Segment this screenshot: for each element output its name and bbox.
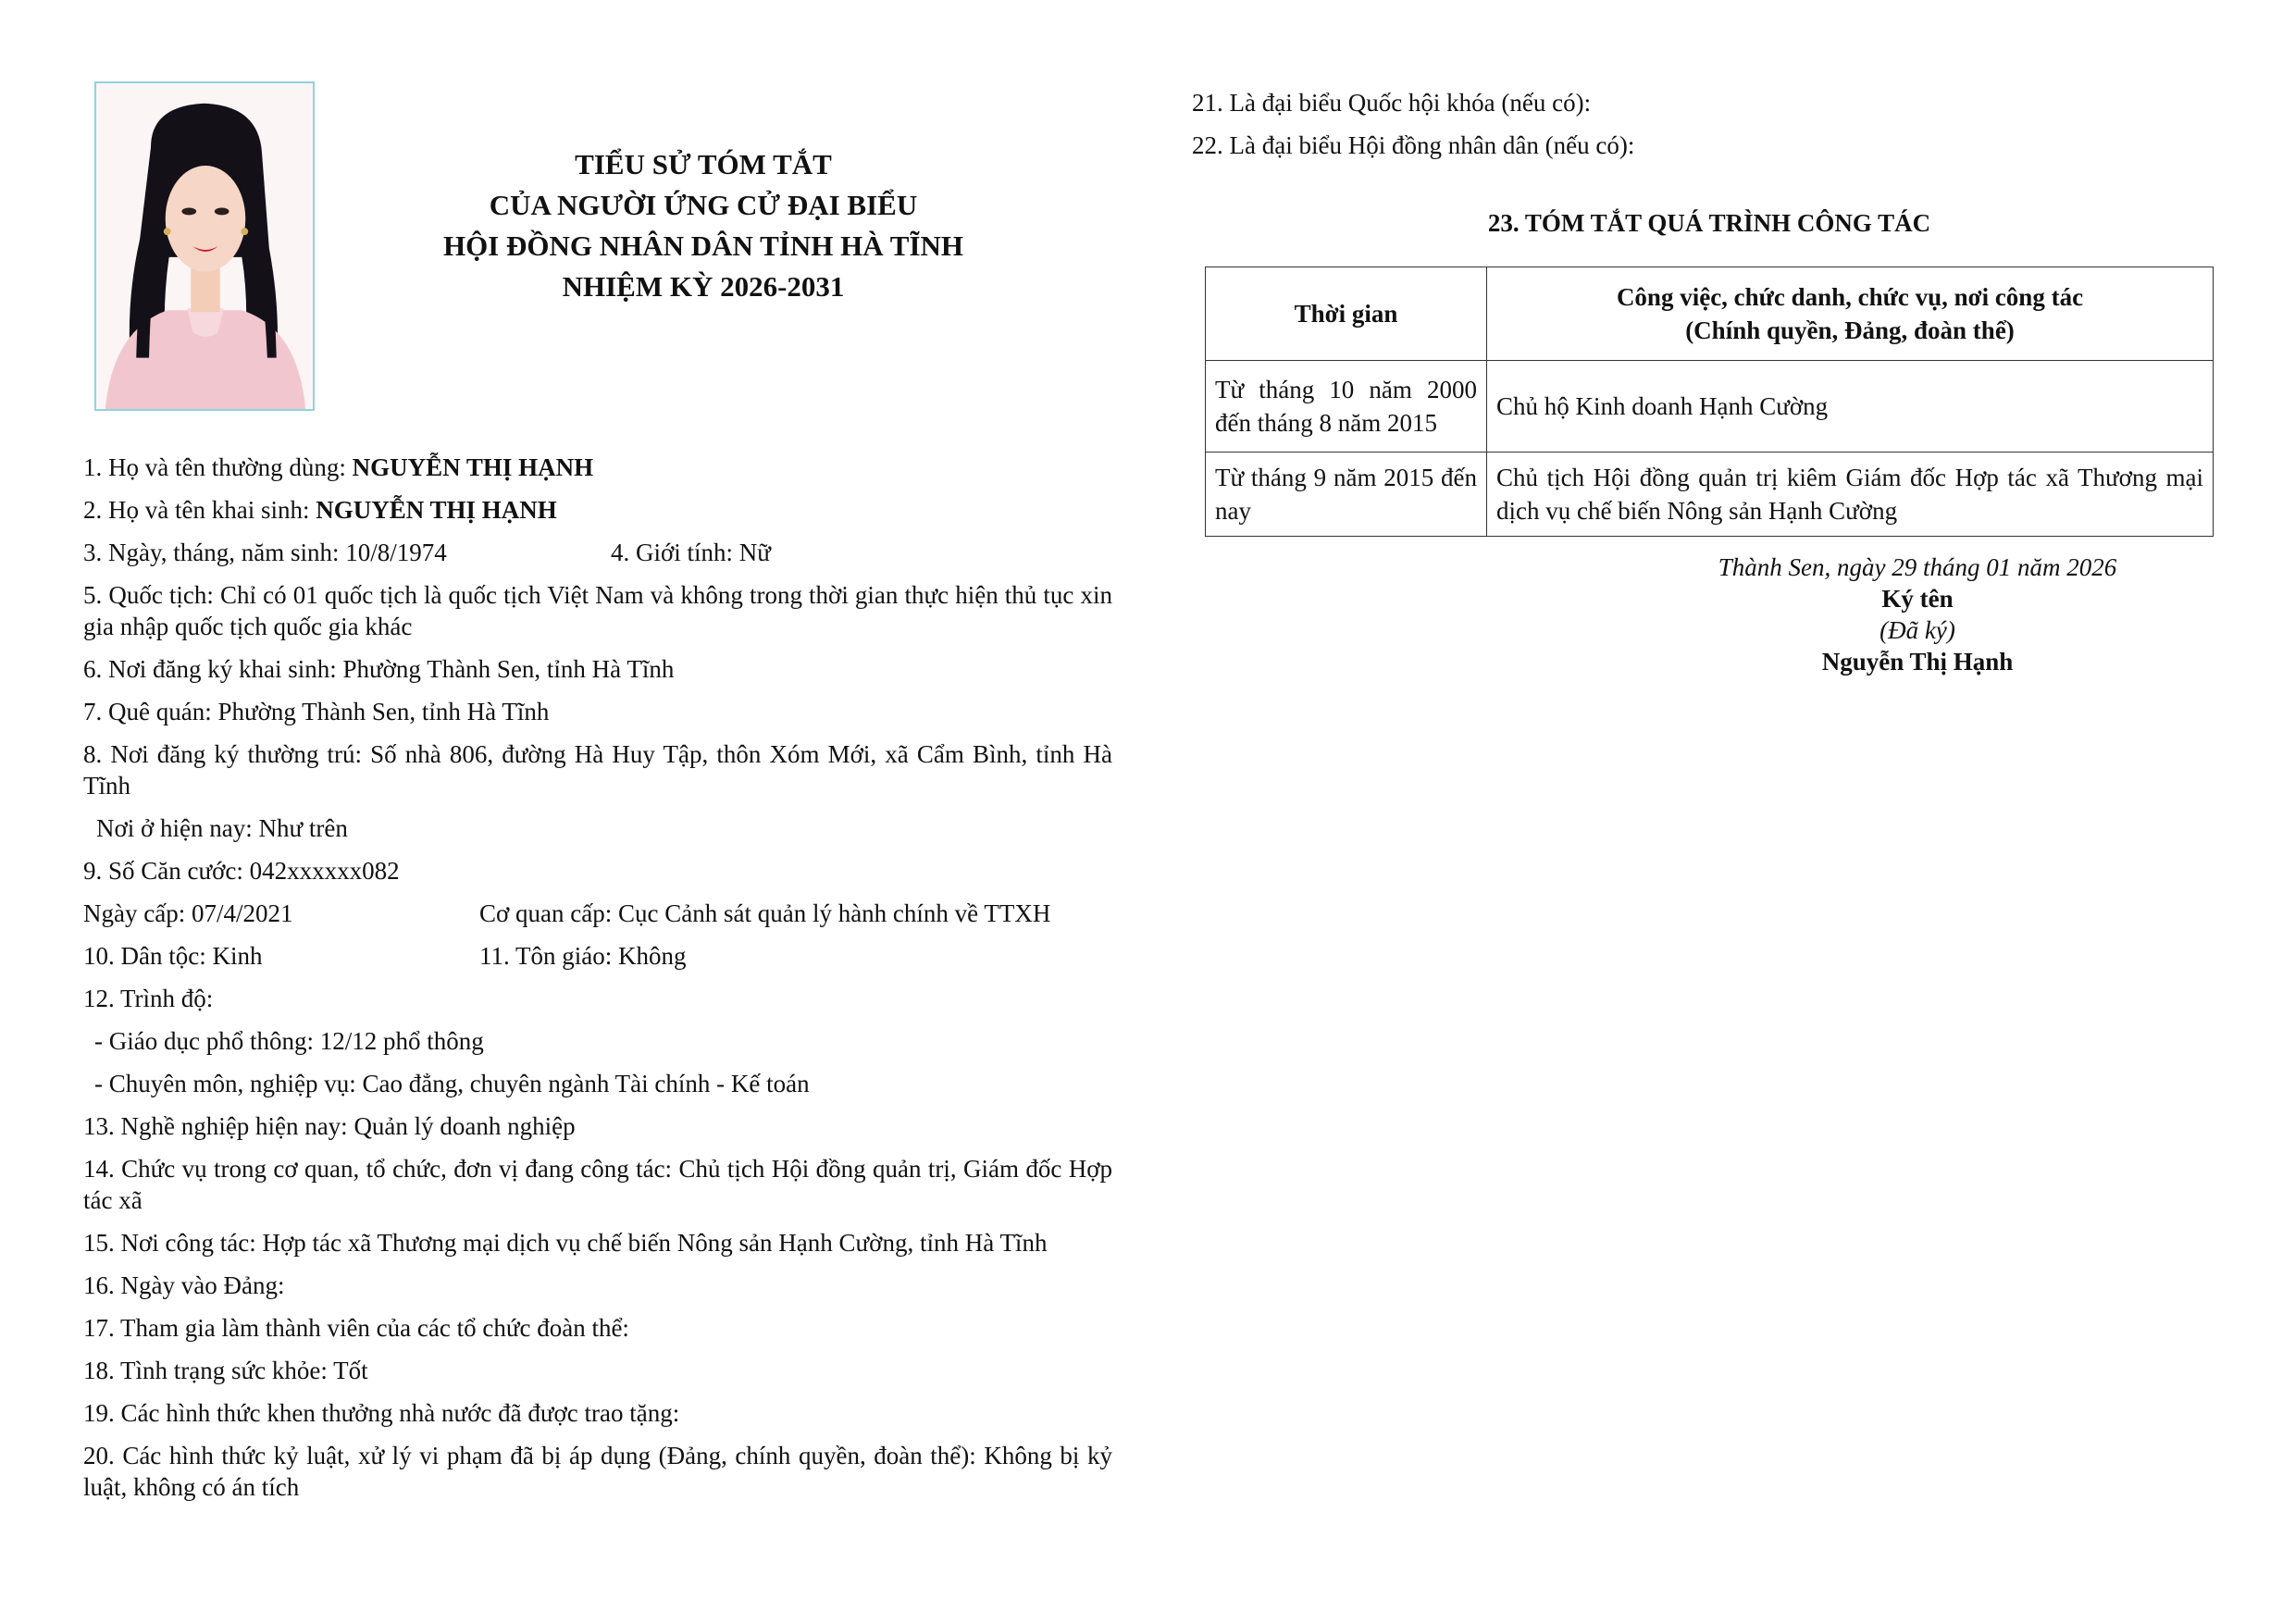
field-birth-name	[83, 494, 557, 526]
field-pc-delegate: 22. Là đại biểu Hội đồng nhân dân (nếu có):	[1192, 131, 1635, 159]
row-job: Chủ hộ Kinh doanh Hạnh Cường	[1487, 361, 2214, 452]
header-job	[1487, 267, 2214, 361]
career-table-header	[1206, 267, 2214, 361]
header-job-line-1: Công việc, chức danh, chức vụ, nơi công tác	[1616, 283, 2084, 311]
signature-label: Ký tên	[1881, 585, 1954, 613]
field-dob: 3. Ngày, tháng, năm sinh: 10/8/1974	[83, 539, 447, 566]
title-line-4: NHIỆM KỲ 2026-2031	[562, 270, 845, 303]
field-permanent-residence: 8. Nơi đăng ký thường trú: Số nhà 806, đường Hà Huy Tập, thôn Xóm Mới, xã Cẩm Bình, tỉnh Hà Tĩnh	[83, 740, 1112, 800]
field-organizations: 17. Tham gia làm thành viên của các tổ chức đoàn thể:	[83, 1314, 629, 1342]
candidate-photo	[94, 81, 315, 411]
field-na-delegate: 21. Là đại biểu Quốc hội khóa (nếu có):	[1192, 89, 1592, 117]
signature-block	[1668, 552, 2167, 677]
career-table	[1205, 267, 2214, 537]
common-name-label: 1. Họ và tên thường dùng:	[83, 453, 353, 481]
row-time: Từ tháng 10 năm 2000 đến tháng 8 năm 2015	[1206, 361, 1487, 452]
field-general-education: - Giáo dục phổ thông: 12/12 phổ thông	[94, 1027, 484, 1055]
birth-name-value: NGUYỄN THỊ HẠNH	[316, 496, 557, 524]
common-name-value: NGUYỄN THỊ HẠNH	[352, 453, 594, 481]
row-time: Từ tháng 9 năm 2015 đến nay	[1206, 452, 1487, 537]
signer-name: Nguyễn Thị Hạnh	[1821, 648, 2014, 676]
title-line-1: TIỂU SỬ TÓM TẮT	[575, 148, 832, 180]
field-birth-registration: 6. Nơi đăng ký khai sinh: Phường Thành Sen, tỉnh Hà Tĩnh	[83, 655, 675, 683]
field-professional: - Chuyên môn, nghiệp vụ: Cao đẳng, chuyên ngành Tài chính - Kế toán	[94, 1070, 810, 1097]
signature-place-date: Thành Sen, ngày 29 tháng 01 năm 2026	[1718, 553, 2117, 581]
title-line-3: HỘI ĐỒNG NHÂN DÂN TỈNH HÀ TĨNH	[442, 229, 964, 262]
field-common-name	[83, 452, 593, 483]
field-issuing-agency: Cơ quan cấp: Cục Cảnh sát quản lý hành chính về TTXH	[479, 899, 1051, 927]
field-education-label: 12. Trình độ:	[83, 985, 214, 1012]
field-position: 14. Chức vụ trong cơ quan, tổ chức, đơn vị đang công tác: Chủ tịch Hội đồng quản trị, Giám đốc Hợp tác xã	[83, 1155, 1112, 1214]
field-gender: 4. Giới tính: Nữ	[611, 539, 771, 566]
field-awards: 19. Các hình thức khen thưởng nhà nước đã được trao tặng:	[83, 1399, 680, 1427]
signature-signed-note: (Đã ký)	[1879, 616, 1955, 644]
table-row	[1206, 361, 2214, 452]
birth-name-label: 2. Họ và tên khai sinh:	[83, 496, 316, 524]
field-workplace: 15. Nơi công tác: Hợp tác xã Thương mại dịch vụ chế biến Nông sản Hạnh Cường, tỉnh Hà Tĩnh	[83, 1229, 1048, 1257]
career-section-title: 23. TÓM TẮT QUÁ TRÌNH CÔNG TÁC	[1487, 209, 1931, 237]
field-occupation: 13. Nghề nghiệp hiện nay: Quản lý doanh nghiệp	[83, 1112, 576, 1140]
field-party-date: 16. Ngày vào Đảng:	[83, 1271, 285, 1299]
title-line-2: CỦA NGƯỜI ỨNG CỬ ĐẠI BIỂU	[489, 189, 918, 221]
field-id-number: 9. Số Căn cước: 042xxxxxx082	[83, 857, 400, 885]
document-title	[352, 144, 1055, 307]
field-current-residence: Nơi ở hiện nay: Như trên	[96, 814, 348, 842]
row-job: Chủ tịch Hội đồng quản trị kiêm Giám đốc Hợp tác xã Thương mại dịch vụ chế biến Nông sản Hạnh Cường	[1487, 452, 2214, 537]
header-time: Thời gian	[1206, 267, 1487, 361]
field-issue-date: Ngày cấp: 07/4/2021	[83, 899, 293, 927]
field-religion: 11. Tôn giáo: Không	[479, 942, 687, 970]
table-row	[1206, 452, 2214, 537]
field-health: 18. Tình trạng sức khỏe: Tốt	[83, 1357, 368, 1384]
field-nationality: 5. Quốc tịch: Chỉ có 01 quốc tịch là quốc tịch Việt Nam và không trong thời gian thực hiện thủ tục xin gia nhập quốc tịch quốc gia khác	[83, 581, 1112, 640]
field-discipline: 20. Các hình thức kỷ luật, xử lý vi phạm đã bị áp dụng (Đảng, chính quyền, đoàn thể): Không bị kỷ luật, không có án tích	[83, 1442, 1112, 1501]
field-ethnicity: 10. Dân tộc: Kinh	[83, 942, 263, 970]
field-hometown: 7. Quê quán: Phường Thành Sen, tỉnh Hà Tĩnh	[83, 698, 550, 725]
delegate-info	[1192, 81, 1634, 167]
header-job-line-2: (Chính quyền, Đảng, đoàn thể)	[1685, 316, 2015, 344]
